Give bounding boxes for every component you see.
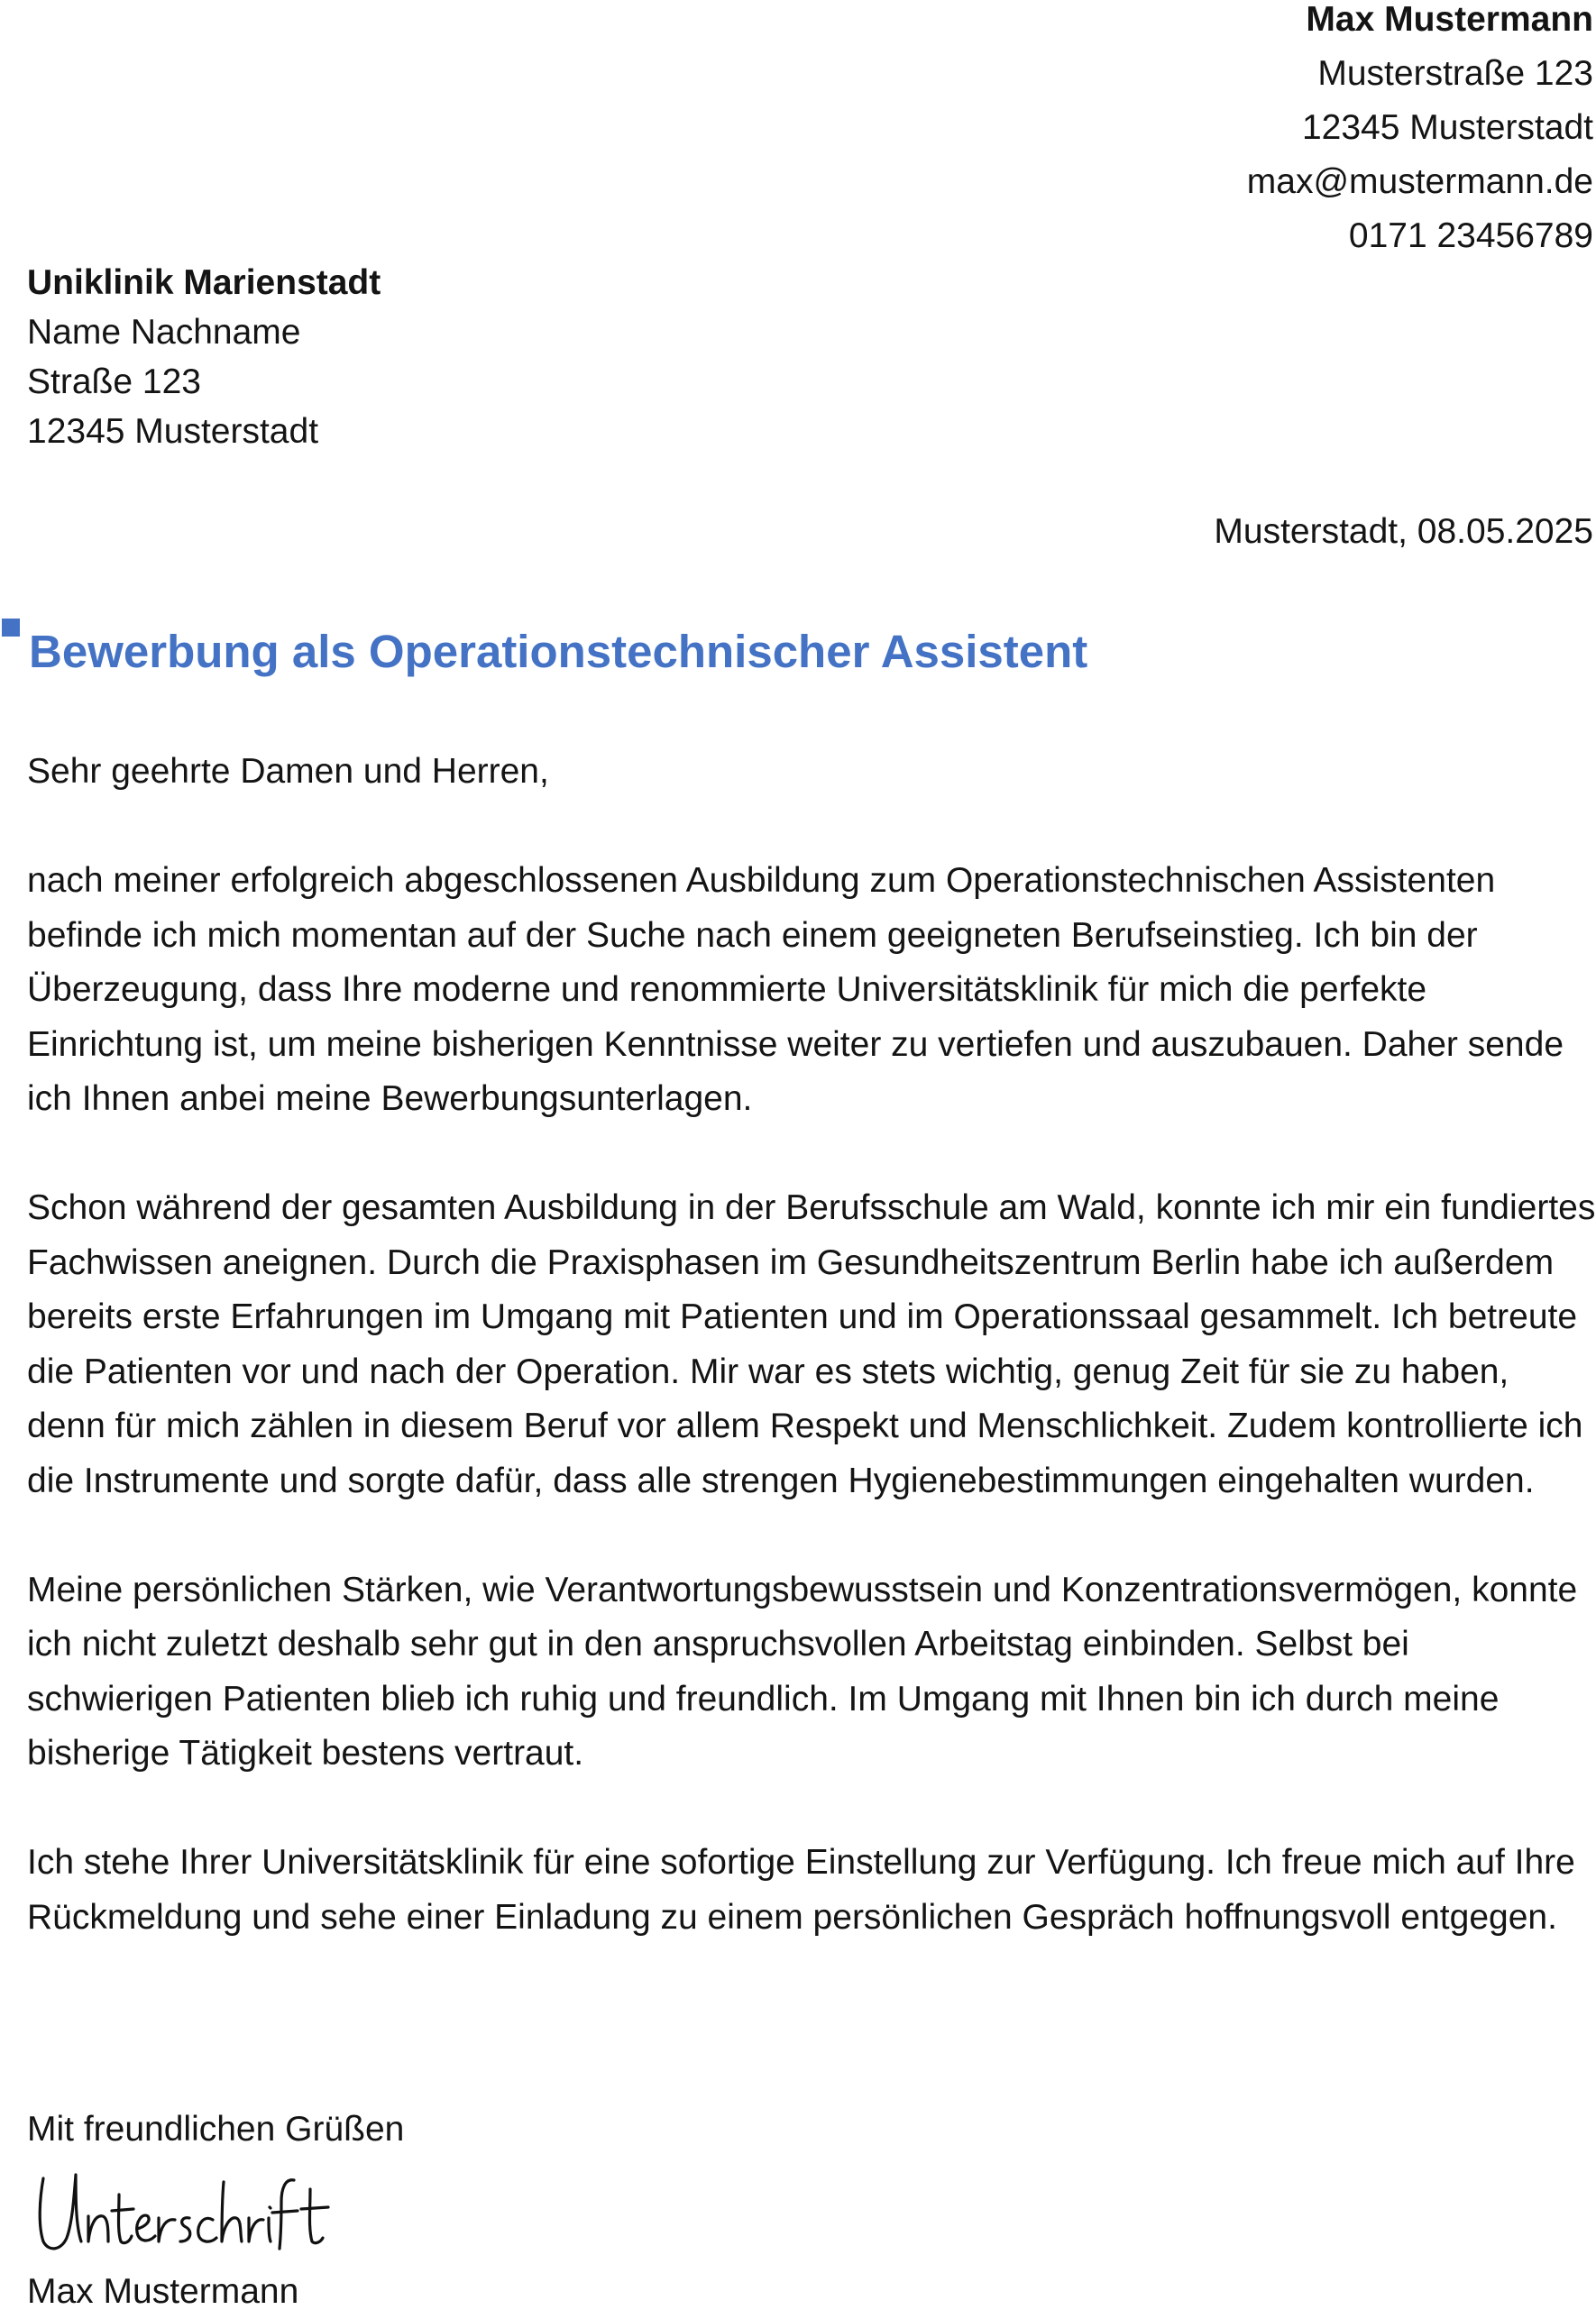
recipient-organization: Uniklinik Marienstadt <box>27 263 381 302</box>
recipient-city: 12345 Musterstadt <box>27 412 319 451</box>
recipient-street: Straße 123 <box>27 362 201 401</box>
sender-email: max@mustermann.de <box>1246 162 1593 201</box>
sender-street: Musterstraße 123 <box>1317 54 1593 93</box>
body-paragraph: Ich stehe Ihrer Universitätsklinik für eine sofortige Einstellung zur Verfügung. Ich freue mich auf Ihre Rückmeldung und sehe einer Einladung zu einem persönlichen Gespräch hoffnungsvoll entgegen. <box>27 1843 1575 1937</box>
body-paragraph: nach meiner erfolgreich abgeschlossenen Ausbildung zum Operationstechnischen Assistenten befinde ich mich momentan auf der Suche nach einem geeigneten Berufseinstieg. Ich bin der Überzeugung, dass Ihre moderne und renommierte Universitätsklinik für mich die perfekte Einrichtung ist, um meine bisherigen Kenntnisse weiter zu vertiefen und auszubauen. Daher sende ich Ihnen anbei meine Bewerbungsunterlagen. <box>27 861 1564 1118</box>
sender-block <box>1247 0 1593 263</box>
closing-line: Mit freundlichen Grüßen <box>27 2110 405 2149</box>
handwritten-signature <box>36 2162 343 2261</box>
letter-body <box>27 745 1596 2000</box>
heading-marker <box>2 619 20 637</box>
salutation: Sehr geehrte Damen und Herren, <box>27 752 549 791</box>
body-paragraph: Schon während der gesamten Ausbildung in der Berufsschule am Wald, konnte ich mir ein fundiertes Fachwissen aneignen. Durch die Praxisphasen im Gesundheitszentrum Berlin habe ich außerdem bereits erste Erfahrungen im Umgang mit Patienten und im Operationssaal gesammelt. Ich betreute die Patienten vor und nach der Operation. Mir war es stets wichtig, genug Zeit für sie zu haben, denn für mich zählen in diesem Beruf vor allem Respekt und Menschlichkeit. Zudem kontrollierte ich die Instrumente und sorgte dafür, dass alle strengen Hygienebestimmungen eingehalten wurden. <box>27 1188 1596 1500</box>
recipient-block <box>27 258 381 456</box>
signer-name: Max Mustermann <box>27 2272 299 2311</box>
recipient-contact: Name Nachname <box>27 313 301 352</box>
sender-name: Max Mustermann <box>1306 0 1593 39</box>
body-paragraph: Meine persönlichen Stärken, wie Verantwortungsbewusstsein und Konzentrationsvermögen, konnte ich nicht zuletzt deshalb sehr gut in den anspruchsvollen Arbeitstag einbinden. Selbst bei schwierigen Patienten blieb ich ruhig und freundlich. Im Umgang mit Ihnen bin ich durch meine bisherige Tätigkeit bestens vertraut. <box>27 1570 1578 1773</box>
subject-heading: Bewerbung als Operationstechnischer Assistent <box>29 626 1088 677</box>
sender-city: 12345 Musterstadt <box>1301 108 1593 147</box>
sender-phone: 0171 23456789 <box>1348 216 1593 255</box>
date-line: Musterstadt, 08.05.2025 <box>1214 512 1593 551</box>
